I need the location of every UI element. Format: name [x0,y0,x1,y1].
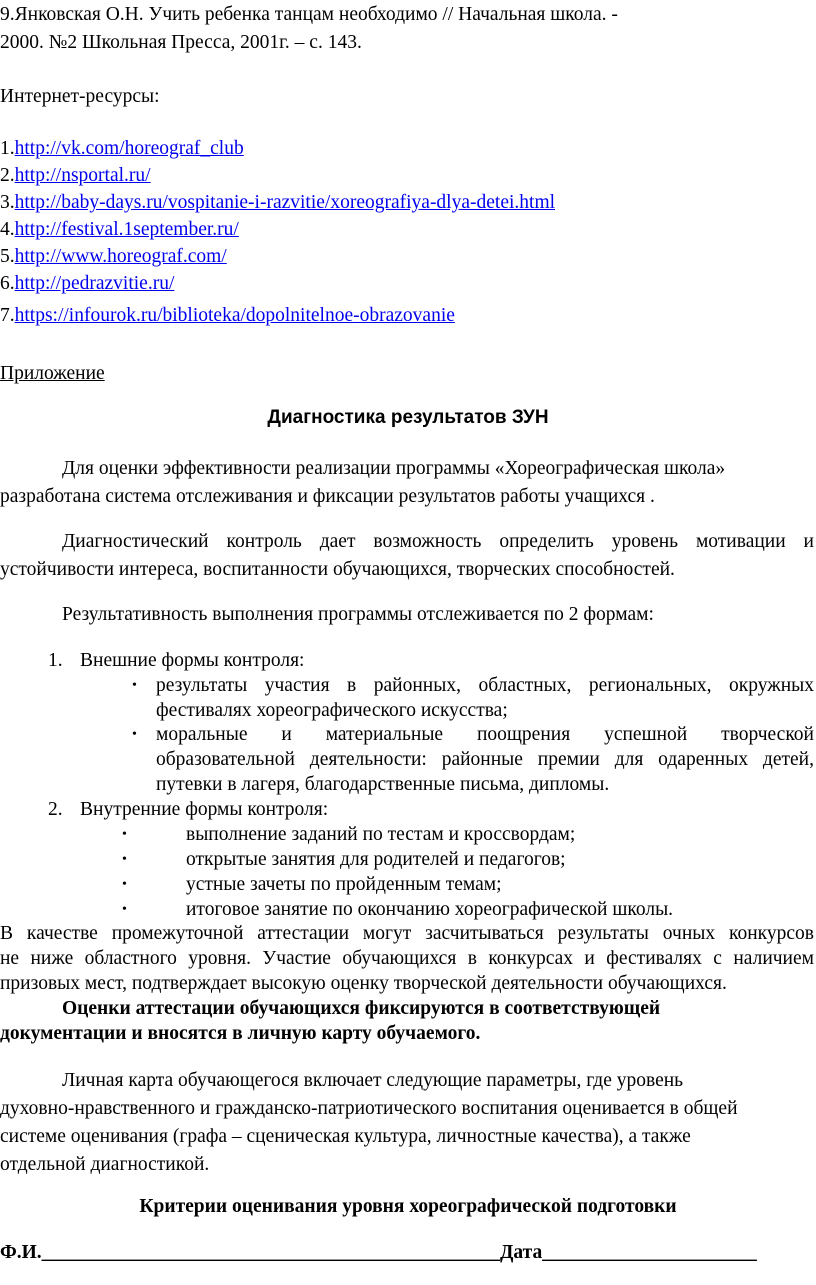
bold-para-line-1: Оценки аттестации обучающихся фиксируются в соответствующей [62,998,661,1019]
link-number: 3. [0,192,15,213]
form-1-item-2-line-3: путевки в лагеря, благодарственные письма, дипломы. [156,774,610,795]
form-2-item-3: устные зачеты по пройденным темам; [186,874,502,895]
link-item-5 [0,244,227,270]
form-2-item-1: выполнение заданий по тестам и кроссвордам; [186,824,576,845]
para4-line-1: В качестве промежуточной аттестации могут засчитываться результаты очных конкурсов [0,923,814,944]
form-1-title: Внешние формы контроля: [80,650,305,671]
link-horeograf-com[interactable]: http://www.horeograf.com/ [14,246,227,267]
link-item-2 [0,163,151,189]
link-item-4 [0,217,239,243]
para2-line-1: Диагностический контроль дает возможность определить уровень мотивации и [62,531,814,552]
link-item-6 [0,271,174,297]
link-baby-days[interactable]: http://baby-days.ru/vospitanie-i-razvitie/xoreografiya-dlya-detei.html [14,192,556,213]
form-2-number: 2. [48,799,63,820]
link-infourok[interactable]: https://infourok.ru/biblioteka/dopolnitelnoe-obrazovanie [14,305,455,326]
link-number: 5. [0,246,15,267]
bold-para-line-2: документации и вносятся в личную карту обучаемого. [0,1023,481,1044]
para4-line-3: призовых мест, подтверждает высокую оценку творческой деятельности обучающихся. [0,973,727,994]
bullet-icon: • [122,827,127,842]
link-nsportal[interactable]: http://nsportal.ru/ [14,165,151,186]
form-1-item-1-line-2: фестивалях хореографического искусства; [156,700,508,721]
link-item-3 [0,190,555,216]
form-1-number: 1. [48,650,63,671]
fio-blank: _______________________________________________ [41,1242,500,1263]
internet-resources-heading: Интернет-ресурсы: [0,86,160,107]
link-number: 1. [0,138,15,159]
fio-label: Ф.И. [0,1242,42,1263]
link-item-1 [0,136,244,162]
section-title: Диагностика результатов ЗУН [267,407,549,428]
date-field [500,1240,757,1266]
date-label: Дата [500,1242,543,1263]
para5-line-1: Личная карта обучающегося включает следующие параметры, где уровень [62,1070,684,1091]
form-2-title: Внутренние формы контроля: [80,799,329,820]
bullet-icon: • [132,727,137,742]
link-pedrazvitie[interactable]: http://pedrazvitie.ru/ [14,273,175,294]
bullet-icon: • [122,852,127,867]
para3: Результативность выполнения программы отслеживается по 2 формам: [62,604,654,625]
link-festival-1september[interactable]: http://festival.1september.ru/ [14,219,239,240]
link-number: 6. [0,273,15,294]
para1-line-2: разработана система отслеживания и фиксации результатов работы учащихся . [0,486,655,507]
link-number: 2. [0,165,15,186]
link-number: 4. [0,219,15,240]
link-number: 7. [0,305,15,326]
form-2-item-2: открытые занятия для родителей и педагогов; [186,849,566,870]
bullet-icon: • [132,678,137,693]
appendix-label: Приложение [0,363,105,384]
criteria-title: Критерии оценивания уровня хореографической подготовки [139,1196,677,1217]
form-2-item-4: итоговое занятие по окончанию хореографической школы. [186,899,674,920]
para1-line-1: Для оценки эффективности реализации программы «Хореографическая школа» [62,458,726,479]
reference-9-line-2: 2000. №2 Школьная Пресса, 2001г. – с. 143. [0,32,362,53]
link-vk-horeograf-club[interactable]: http://vk.com/horeograf_club [14,138,244,159]
para4-line-2: не ниже областного уровня. Участие обучающихся в конкурсах и фестивалях с наличием [0,948,814,969]
form-1-item-2-line-1: моральные и материальные поощрения успешной творческой [156,724,814,745]
bullet-icon: • [122,902,127,917]
para5-line-3: системе оценивания (графа – сценическая культура, личностные качества), а также [0,1126,691,1147]
para2-line-2: устойчивости интереса, воспитанности обучающихся, творческих способностей. [0,559,675,580]
form-1-item-2-line-2: образовательной деятельности: районные премии для одаренных детей, [156,749,814,770]
reference-9-line-1: 9.Янковская О.Н. Учить ребенка танцам необходимо // Начальная школа. - [0,4,618,25]
fio-field [0,1240,500,1266]
para5-line-4: отдельной диагностикой. [0,1154,210,1175]
date-blank: ______________________ [542,1242,757,1263]
form-1-item-1-line-1: результаты участия в районных, областных, региональных, окружных [156,675,814,696]
para5-line-2: духовно-нравственного и гражданско-патриотического воспитания оценивается в общей [0,1098,738,1119]
link-item-7 [0,303,455,329]
bullet-icon: • [122,877,127,892]
